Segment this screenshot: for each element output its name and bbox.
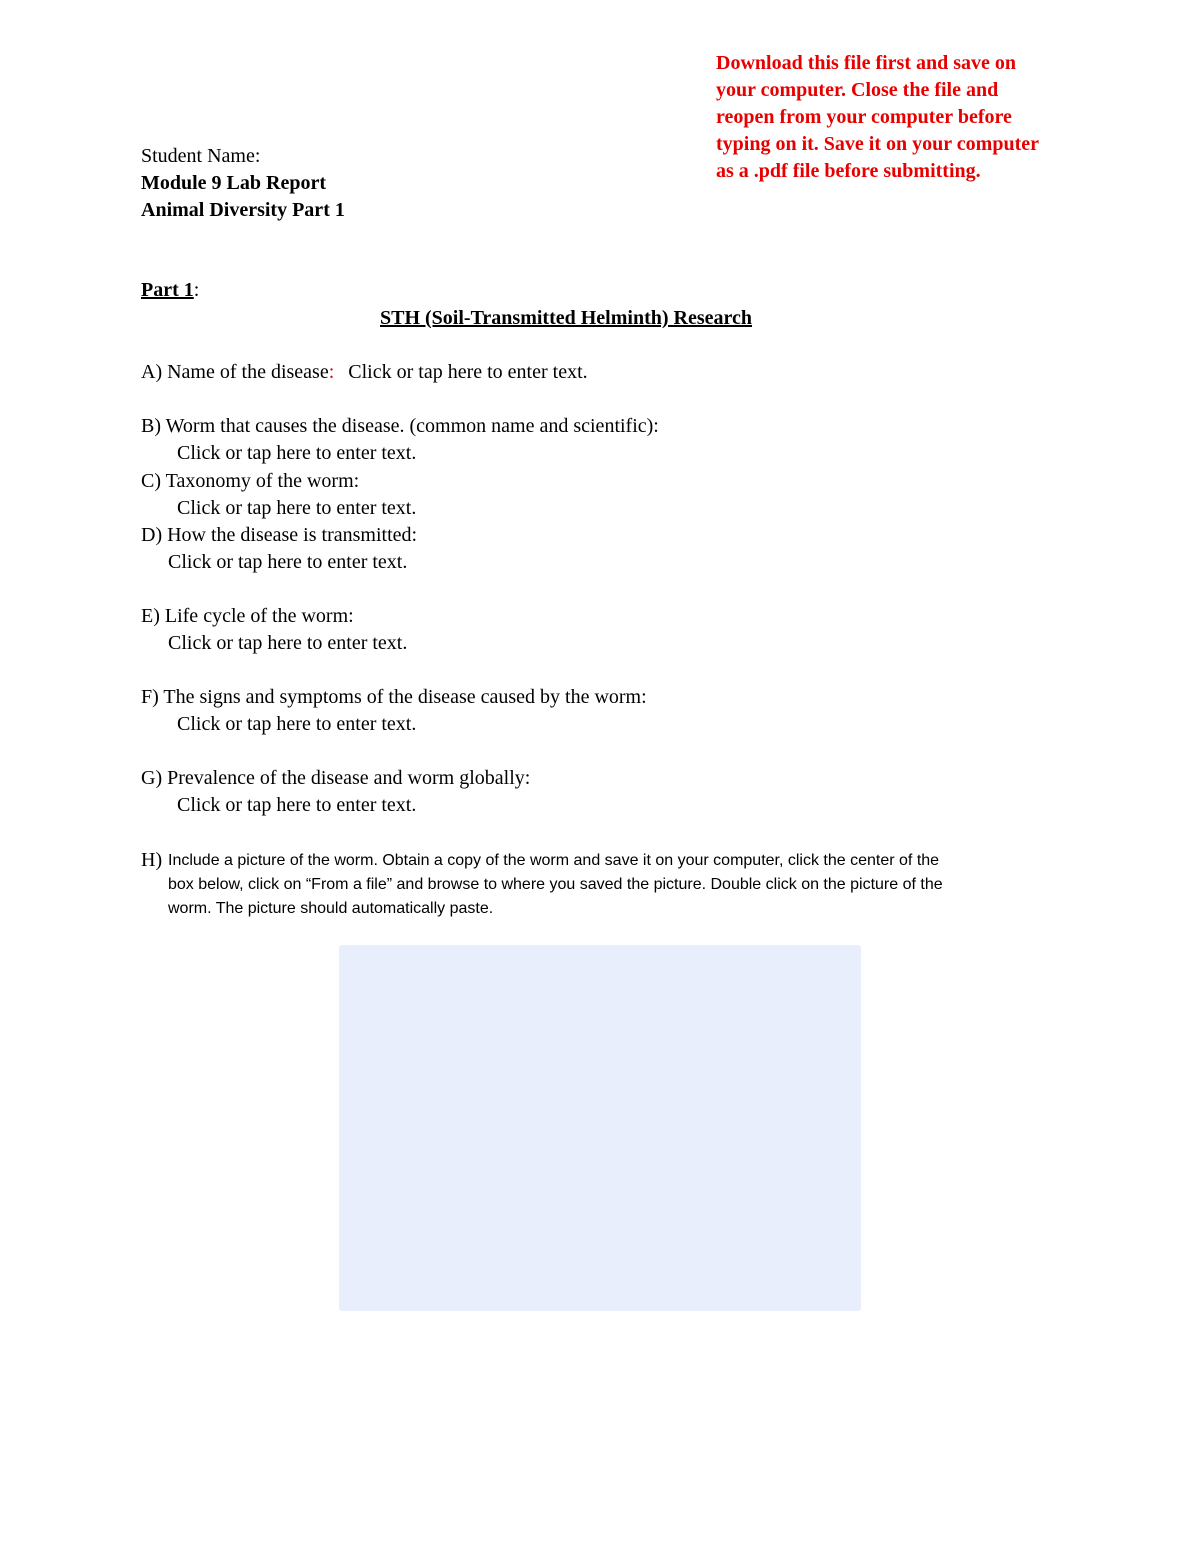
question-a-prompt: A) Name of the disease [141,361,329,383]
question-h-label: H) [141,849,163,871]
answer-a-field[interactable]: Click or tap here to enter text. [348,361,588,383]
part-colon: : [193,279,200,301]
download-notice [716,50,1156,185]
question-f-prompt: F) The signs and symptoms of the disease caused by the worm: [141,686,647,708]
answer-e-field[interactable]: Click or tap here to enter text. [168,632,408,654]
notice-line: as a .pdf file before submitting. [716,160,981,182]
notice-line: reopen from your computer before [716,106,1012,128]
document-subtitle: Animal Diversity Part 1 [141,199,345,221]
question-a-colon: : [328,361,335,383]
question-h-instructions [168,849,1068,921]
question-h-line: Include a picture of the worm. Obtain a copy of the worm and save it on your computer, click the center of the [168,852,940,869]
part-label-row [141,277,199,304]
answer-b-field[interactable]: Click or tap here to enter text. [177,442,417,464]
question-h-line: worm. The picture should automatically paste. [168,900,494,917]
answer-f-field[interactable]: Click or tap here to enter text. [177,713,417,735]
answer-d-field[interactable]: Click or tap here to enter text. [168,551,408,573]
question-e-prompt: E) Life cycle of the worm: [141,605,354,627]
section-heading: STH (Soil-Transmitted Helminth) Research [380,307,753,329]
part-label: Part 1 [141,279,194,301]
question-b-prompt: B) Worm that causes the disease. (common name and scientific): [141,415,659,437]
notice-line: your computer. Close the file and [716,79,999,101]
notice-line: Download this file first and save on [716,52,1017,74]
question-g-prompt: G) Prevalence of the disease and worm globally: [141,767,531,789]
question-c-prompt: C) Taxonomy of the worm: [141,470,360,492]
student-name-label: Student Name: [141,145,261,167]
answer-c-field[interactable]: Click or tap here to enter text. [177,497,417,519]
notice-line: typing on it. Save it on your computer [716,133,1039,155]
picture-placeholder-box[interactable] [339,945,861,1311]
answer-g-field[interactable]: Click or tap here to enter text. [177,794,417,816]
question-d-prompt: D) How the disease is transmitted: [141,524,418,546]
document-title: Module 9 Lab Report [141,172,326,194]
question-a [141,359,588,386]
question-h-line: box below, click on “From a file” and browse to where you saved the picture. Double click on the picture of the [168,876,943,893]
